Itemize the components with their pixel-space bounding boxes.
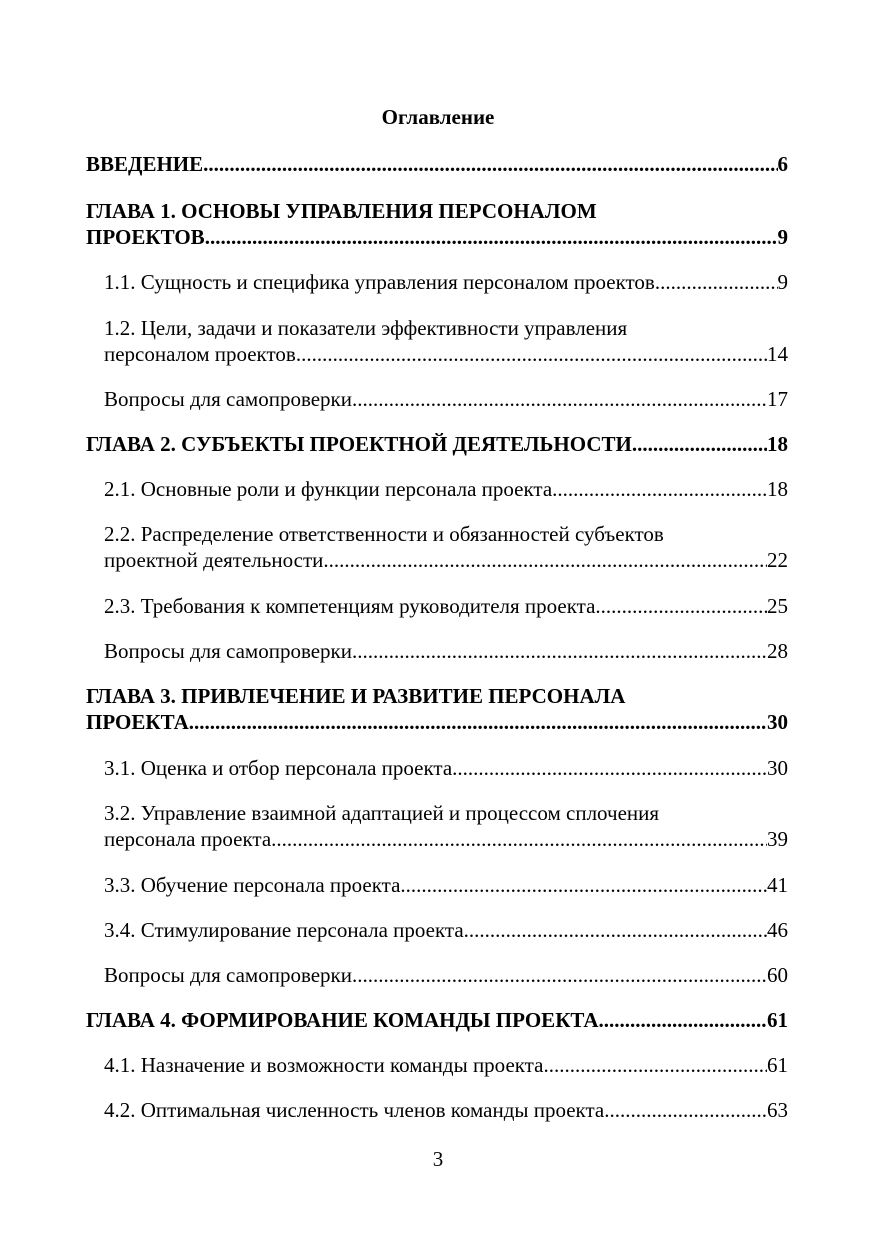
dot-leader xyxy=(352,638,767,664)
toc-entry-section-2-2[interactable] xyxy=(104,521,788,573)
toc-entry-text: ГЛАВА 2. СУБЪЕКТЫ ПРОЕКТНОЙ ДЕЯТЕЛЬНОСТИ xyxy=(86,432,632,456)
toc-entry-text: 4.2. Оптимальная численность членов команды проекта xyxy=(104,1098,605,1122)
dot-leader xyxy=(552,476,767,502)
dot-leader xyxy=(599,1007,767,1033)
dot-leader xyxy=(205,224,778,250)
toc-entry-page: 14 xyxy=(767,342,788,366)
toc-entry-page: 6 xyxy=(777,152,788,176)
toc-entry-page: 41 xyxy=(767,873,788,897)
dot-leader xyxy=(400,872,767,898)
dot-leader xyxy=(352,386,767,412)
toc-entry-page: 60 xyxy=(767,963,788,987)
toc-entry-page: 22 xyxy=(767,548,788,572)
dot-leader xyxy=(203,151,777,177)
toc-entry-text: 4.1. Назначение и возможности команды проекта xyxy=(104,1053,544,1077)
toc-entry-text: 3.1. Оценка и отбор персонала проекта xyxy=(104,756,453,780)
page-title: Оглавление xyxy=(381,105,495,129)
toc-entry-text: 3.4. Стимулирование персонала проекта xyxy=(104,918,464,942)
toc-entry-section-2-1[interactable] xyxy=(104,476,788,502)
toc-entry-section-2-3[interactable] xyxy=(104,593,788,619)
toc-entry-section-1-2[interactable] xyxy=(104,315,788,367)
toc-entry-questions-1[interactable] xyxy=(104,386,788,412)
toc-entry-text: ВВЕДЕНИЕ xyxy=(86,152,204,176)
toc-entry-text-line1: ГЛАВА 3. ПРИВЛЕЧЕНИЕ И РАЗВИТИЕ ПЕРСОНАЛА xyxy=(86,684,626,708)
dot-leader xyxy=(296,341,767,367)
toc-entry-text: Вопросы для самопроверки xyxy=(104,963,353,987)
dot-leader xyxy=(189,709,767,735)
toc-entry-section-4-1[interactable] xyxy=(104,1052,788,1078)
toc-entry-page: 9 xyxy=(777,225,788,249)
toc-entry-chapter-3[interactable] xyxy=(86,683,788,735)
toc-entry-page: 9 xyxy=(777,270,788,294)
toc-entry-text-line1: ГЛАВА 1. ОСНОВЫ УПРАВЛЕНИЯ ПЕРСОНАЛОМ xyxy=(86,199,597,223)
dot-leader xyxy=(352,962,767,988)
toc-entry-section-3-3[interactable] xyxy=(104,872,788,898)
toc-entry-page: 18 xyxy=(767,477,788,501)
dot-leader xyxy=(543,1052,767,1078)
toc-entry-questions-3[interactable] xyxy=(104,962,788,988)
toc-entry-text-line1: 3.2. Управление взаимной адаптацией и процессом сплочения xyxy=(104,801,660,825)
toc-entry-text: ПРОЕКТА xyxy=(86,710,189,734)
toc-entry-section-3-4[interactable] xyxy=(104,917,788,943)
toc-entry-page: 30 xyxy=(767,756,788,780)
toc-entry-page: 46 xyxy=(767,918,788,942)
toc-entry-page: 30 xyxy=(767,710,788,734)
toc-entry-text-line1: 1.2. Цели, задачи и показатели эффективности управления xyxy=(104,316,628,340)
toc-entry-text-line1: 2.2. Распределение ответственности и обязанностей субъектов xyxy=(104,522,664,546)
toc-entry-text: 2.3. Требования к компетенциям руководителя проекта xyxy=(104,594,596,618)
toc-entry-text: 1.1. Сущность и специфика управления персоналом проектов xyxy=(104,270,655,294)
toc-entry-page: 17 xyxy=(767,387,788,411)
dot-leader xyxy=(452,755,767,781)
dot-leader xyxy=(271,826,767,852)
toc-entry-page: 39 xyxy=(767,827,788,851)
toc-entry-text: Вопросы для самопроверки xyxy=(104,639,353,663)
toc-entry-chapter-2[interactable] xyxy=(86,431,788,457)
toc-entry-text: персонала проекта xyxy=(104,827,272,851)
toc-entry-chapter-4[interactable] xyxy=(86,1007,788,1033)
toc-entry-text: 3.3. Обучение персонала проекта xyxy=(104,873,401,897)
toc-entry-text: проектной деятельности xyxy=(104,548,324,572)
toc-entry-text: персоналом проектов xyxy=(104,342,296,366)
toc-entry-page: 25 xyxy=(767,594,788,618)
dot-leader xyxy=(595,593,767,619)
toc-entry-page: 61 xyxy=(767,1053,788,1077)
dot-leader xyxy=(464,917,767,943)
toc-entry-page: 63 xyxy=(767,1098,788,1122)
toc-entry-page: 28 xyxy=(767,639,788,663)
dot-leader xyxy=(655,269,778,295)
dot-leader xyxy=(632,431,767,457)
toc-entry-section-4-2[interactable] xyxy=(104,1097,788,1123)
toc-entry-text: ГЛАВА 4. ФОРМИРОВАНИЕ КОМАНДЫ ПРОЕКТА xyxy=(86,1008,599,1032)
toc-entry-text: ПРОЕКТОВ xyxy=(86,225,205,249)
toc-entry-page: 18 xyxy=(767,432,788,456)
page-number: 3 xyxy=(432,1147,444,1171)
toc-entry-page: 61 xyxy=(767,1008,788,1032)
dot-leader xyxy=(604,1097,767,1123)
dot-leader xyxy=(323,547,767,573)
toc-entry-introduction[interactable] xyxy=(86,151,788,177)
toc-entry-text: 2.1. Основные роли и функции персонала проекта xyxy=(104,477,553,501)
toc-entry-text: Вопросы для самопроверки xyxy=(104,387,353,411)
toc-entry-section-3-1[interactable] xyxy=(104,755,788,781)
toc-entry-questions-2[interactable] xyxy=(104,638,788,664)
toc-entry-section-3-2[interactable] xyxy=(104,800,788,852)
toc-entry-section-1-1[interactable] xyxy=(104,269,788,295)
toc-entry-chapter-1[interactable] xyxy=(86,198,788,250)
